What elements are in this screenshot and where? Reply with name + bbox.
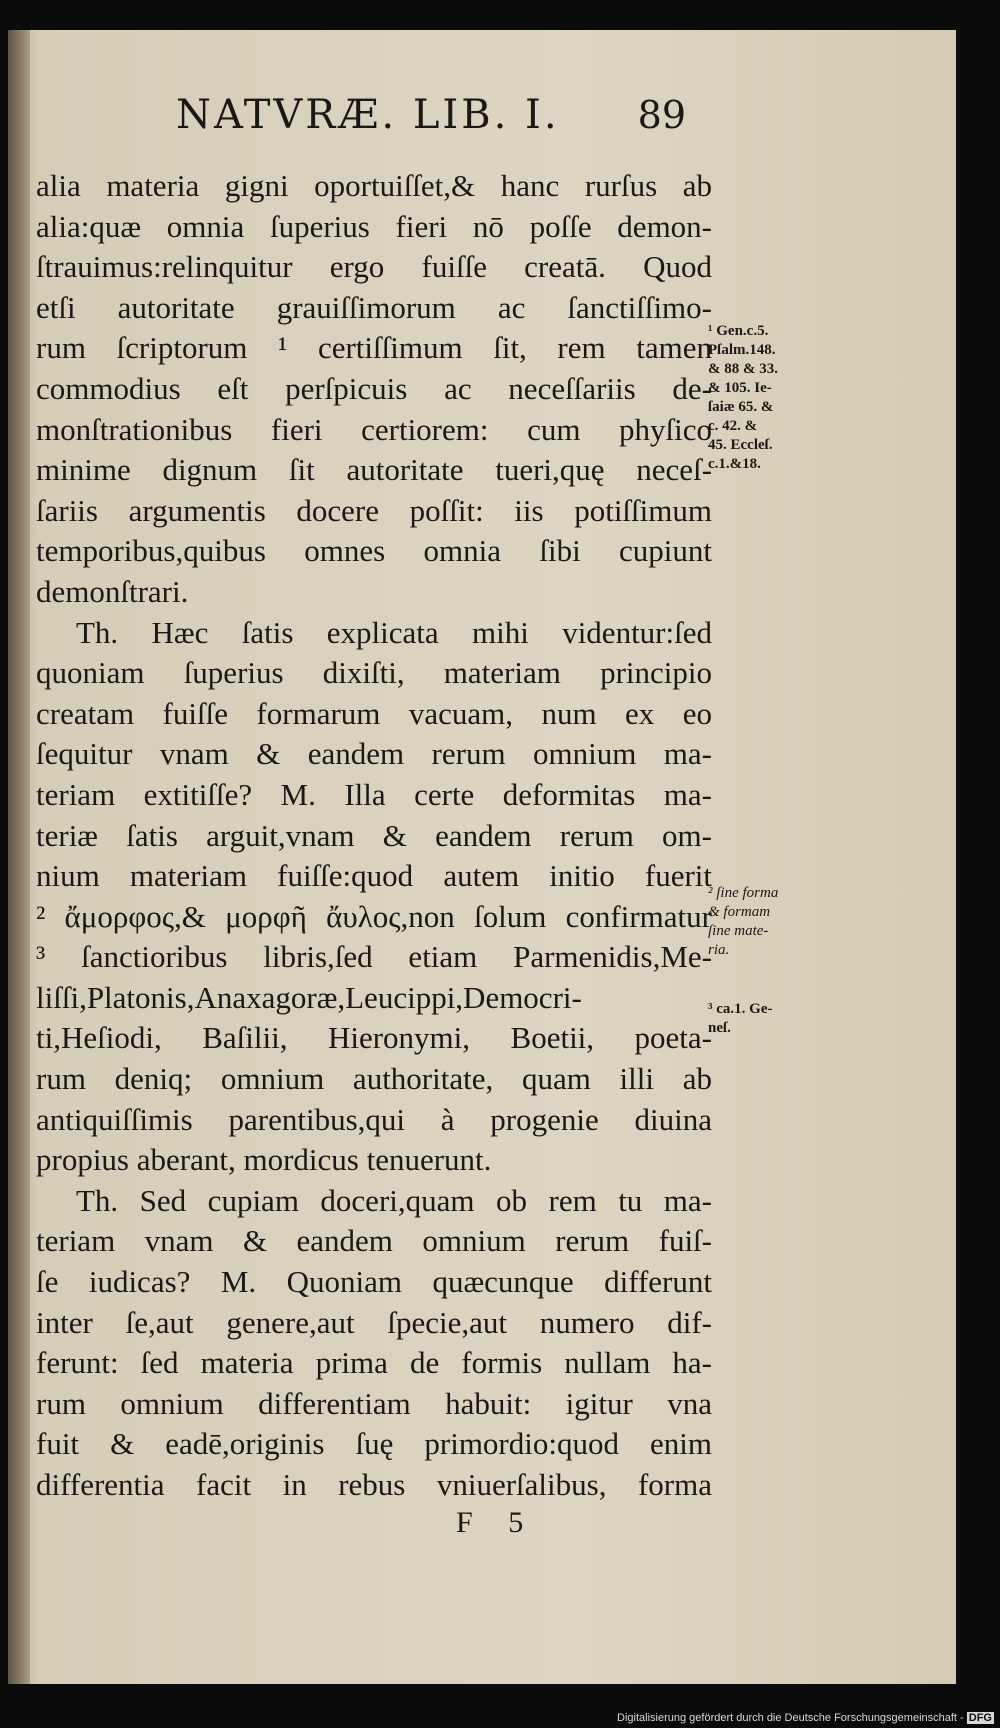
text-line: inter ſe,aut genere,aut ſpecie,aut numero dif- <box>36 1304 712 1340</box>
text-line: ſe iudicas? M. Quoniam quæcunque differunt <box>36 1264 712 1300</box>
signature-number: 5 <box>508 1506 524 1539</box>
dfg-logo: DFG <box>968 1712 992 1724</box>
running-title: NATVRÆ. LIB. I. <box>176 92 560 138</box>
text-line: ³ ſanctioribus libris,ſed etiam Parmenidis,Me- <box>36 939 712 975</box>
running-header <box>176 92 686 138</box>
text-line: liſſi,Platonis,Anaxagoræ,Leucippi,Democri- <box>36 979 582 1015</box>
margin-note-scripture: ¹ Gen.c.5. Pſalm.148. & 88 & 33. & 105. Ie- ſaiæ 65. & c. 42. & 45. Eccleſ. c.1.&18. <box>708 323 778 472</box>
text-line: Th. Hæc ſatis explicata mihi videntur:ſed <box>76 614 712 650</box>
text-line: rum omnium differentiam habuit: igitur vna <box>36 1385 712 1421</box>
book-spine-shadow <box>8 30 30 1684</box>
book-page <box>8 30 956 1684</box>
text-line: nium materiam fuiſſe:quod autem initio fuerit <box>36 858 712 894</box>
text-line: monſtrationibus fieri certiorem: cum phyſico <box>36 411 712 447</box>
text-line: propius aberant, mordicus tenuerunt. <box>36 1142 492 1178</box>
text-line: ² ἄμορφος,& μορφῆ ἄυλος,non ſolum confirmatur <box>36 898 712 934</box>
margin-note-genesis: ³ ca.1. Ge- neſ. <box>708 1001 773 1036</box>
signature-letter: F <box>456 1506 473 1539</box>
text-line: minime dignum ſit autoritate tueri,quę neceſ- <box>36 452 712 488</box>
text-line: alia:quæ omnia ſuperius fieri nō poſſe demon- <box>36 208 712 244</box>
text-line: demonſtrari. <box>36 573 189 609</box>
text-line: teriam vnam & eandem omnium rerum fuiſ- <box>36 1223 712 1259</box>
credit-text: Digitalisierung gefördert durch die Deutsche Forschungsgemeinschaft - <box>617 1712 964 1724</box>
text-line: teriam extitiſſe? M. Illa certe deformitas ma- <box>36 776 712 812</box>
text-line: differentia facit in rebus vniuerſalibus, forma <box>36 1467 712 1502</box>
text-line: ti,Heſiodi, Baſilii, Hieronymi, Boetii, poeta- <box>36 1020 712 1056</box>
body-text <box>36 166 712 1506</box>
text-line: antiquiſſimis parentibus,qui à progenie diuina <box>36 1101 712 1137</box>
text-line: creatam fuiſſe formarum vacuam, num ex eo <box>36 695 712 731</box>
page-number: 89 <box>637 93 686 137</box>
text-line: quoniam ſuperius dixiſti, materiam principio <box>36 655 712 691</box>
text-line: fuit & eadē,originis ſuę primordio:quod enim <box>36 1426 712 1462</box>
text-line: teriæ ſatis arguit,vnam & eandem rerum om- <box>36 817 712 853</box>
text-line: rum deniq; omnium authoritate, quam illi ab <box>36 1061 712 1097</box>
text-line: commodius eſt perſpicuis ac neceſſariis de- <box>36 370 712 406</box>
text-line: alia materia gigni oportuiſſet,& hanc rurſus ab <box>36 168 712 203</box>
signature-mark <box>456 1506 551 1540</box>
text-line: ſariis argumentis docere poſſit: iis potiſſimum <box>36 492 712 528</box>
text-line: etſi autoritate grauiſſimorum ac ſanctiſſimo- <box>36 289 712 325</box>
text-line: ſequitur vnam & eandem rerum omnium ma- <box>36 736 712 772</box>
margin-note-forma: ² ſine forma & formam ſine mate- ria. <box>708 885 779 958</box>
text-line: ferunt: ſed materia prima de formis nullam ha- <box>36 1345 712 1381</box>
text-line: ſtrauimus:relinquitur ergo fuiſſe creatā. Quod <box>36 249 712 285</box>
text-line: temporibus,quibus omnes omnia ſibi cupiunt <box>36 533 712 569</box>
digitization-credit <box>617 1712 994 1724</box>
text-line: rum ſcriptorum ¹ certiſſimum ſit, rem tamen <box>36 330 712 366</box>
text-line: Th. Sed cupiam doceri,quam ob rem tu ma- <box>76 1182 712 1218</box>
